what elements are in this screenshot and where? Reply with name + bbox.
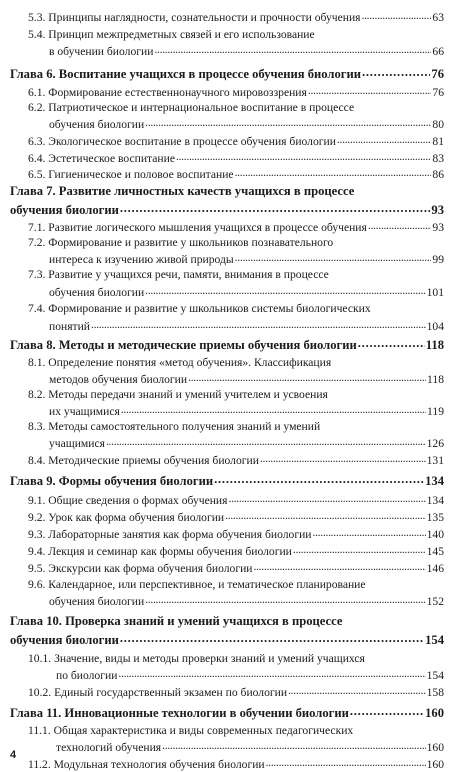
toc-page-number: 80 bbox=[432, 117, 444, 131]
toc-entry-title bbox=[28, 595, 144, 608]
toc-page-number: 160 bbox=[426, 740, 444, 754]
toc-entry-text: Методы передачи знаний и умений учителем и усвоения bbox=[48, 388, 328, 401]
toc-leader-dots bbox=[362, 65, 430, 78]
toc-section-line bbox=[28, 756, 444, 771]
toc-section-line bbox=[28, 9, 444, 24]
toc-entry-title bbox=[28, 168, 234, 181]
toc-page-number: 145 bbox=[426, 544, 444, 558]
toc-section-line bbox=[28, 667, 444, 682]
toc-entry-text: Формирование и развитие у школьников познавательного bbox=[48, 236, 334, 249]
toc-leader-dots bbox=[145, 284, 425, 296]
toc-section-line bbox=[28, 219, 444, 234]
toc-entry-text: Экскурсии как форма обучения биологии bbox=[48, 561, 253, 575]
toc-entry-text: технологий обучения bbox=[56, 740, 162, 754]
toc-chapter-line bbox=[10, 631, 444, 648]
toc-leader-dots bbox=[118, 667, 425, 679]
toc-section-line bbox=[28, 43, 444, 58]
toc-entry-text: учащимися bbox=[49, 436, 105, 450]
toc-section-line bbox=[28, 543, 444, 558]
toc-entry-number: 6.4. bbox=[28, 151, 46, 165]
toc-entry-text: Определение понятия «метод обучения». Классификация bbox=[48, 356, 332, 369]
toc-entry-text: Методические приемы обучения биологии bbox=[48, 453, 259, 467]
toc-entry-title bbox=[28, 356, 331, 369]
toc-chapter-line bbox=[10, 614, 342, 629]
toc-entry-title bbox=[28, 437, 105, 450]
toc-entry-title bbox=[28, 758, 265, 771]
toc-entry-text: их учащимися bbox=[49, 404, 120, 418]
toc-leader-dots bbox=[312, 526, 425, 538]
toc-entry-text: Глава 6. Воспитание учащихся в процессе обучения биологии bbox=[10, 66, 361, 81]
toc-entry-number: 5.3. bbox=[28, 10, 46, 24]
toc-entry-text: Формирование естественнонаучного мировоззрения bbox=[48, 85, 307, 99]
toc-entry-title bbox=[28, 373, 187, 386]
toc-page-number: 81 bbox=[432, 134, 444, 148]
toc-entry-text: Лабораторные занятия как форма обучения биологии bbox=[48, 527, 312, 541]
toc-entry-title bbox=[28, 528, 311, 541]
toc-section-line bbox=[28, 724, 353, 737]
toc-page-number: 93 bbox=[432, 220, 444, 234]
toc-entry-number: 7.1. bbox=[28, 220, 46, 234]
toc-entry-number: 9.5. bbox=[28, 561, 46, 575]
toc-entry-text: Глава 9. Формы обучения биологии bbox=[10, 473, 214, 488]
toc-entry-title bbox=[28, 724, 353, 737]
toc-entry-text: Патриотическое и интернациональное воспитание в процессе bbox=[48, 101, 355, 114]
toc-page-number: 101 bbox=[426, 285, 444, 299]
toc-page-number: 134 bbox=[426, 493, 444, 507]
toc-page-number: 118 bbox=[427, 372, 444, 386]
toc-section-line bbox=[28, 101, 354, 114]
toc-page-number: 140 bbox=[426, 527, 444, 541]
toc-entry-title bbox=[28, 420, 320, 433]
toc-section-line bbox=[28, 388, 328, 401]
toc-entry-title bbox=[28, 221, 367, 234]
toc-entry-text: Глава 10. Проверка знаний и умений учащихся в процессе bbox=[10, 614, 343, 628]
toc-entry-text: Модульная технология обучения биологии bbox=[53, 757, 265, 771]
toc-entry-number: 6.1. bbox=[28, 85, 46, 99]
toc-section-line bbox=[28, 166, 444, 181]
toc-entry-title bbox=[10, 67, 361, 82]
toc-entry-number: 8.3. bbox=[28, 420, 46, 433]
toc-section-line bbox=[28, 150, 444, 165]
toc-leader-dots bbox=[358, 336, 425, 349]
toc-entry-title bbox=[10, 203, 119, 218]
toc-section-line bbox=[28, 133, 444, 148]
toc-leader-dots bbox=[337, 133, 431, 145]
toc-entry-title bbox=[28, 45, 153, 58]
toc-leader-dots bbox=[162, 739, 425, 751]
toc-entry-text: обучения биологии bbox=[49, 117, 145, 131]
toc-leader-dots bbox=[288, 684, 426, 696]
toc-entry-text: Методы самостоятельного получения знаний и умений bbox=[48, 420, 321, 433]
toc-entry-number: 6.3. bbox=[28, 134, 46, 148]
toc-entry-title bbox=[10, 633, 119, 648]
toc-page-number: 158 bbox=[426, 685, 444, 699]
toc-leader-dots bbox=[91, 318, 426, 330]
toc-entry-number: 7.3. bbox=[28, 268, 46, 281]
toc-entry-text: Принцип межпредметных связей и его использование bbox=[48, 28, 315, 41]
toc-page-number: 76 bbox=[432, 85, 444, 99]
toc-leader-dots bbox=[214, 472, 424, 485]
toc-entry-text: обучения биологии bbox=[49, 594, 145, 608]
toc-entry-title bbox=[28, 388, 328, 401]
toc-entry-number: 11.1. bbox=[28, 724, 51, 737]
toc-section-line bbox=[28, 268, 329, 281]
toc-entry-title bbox=[28, 236, 333, 249]
page-number: 4 bbox=[10, 749, 17, 761]
toc-entry-title bbox=[10, 614, 342, 629]
toc-page-number: 83 bbox=[432, 151, 444, 165]
toc-entry-number: 8.1. bbox=[28, 356, 46, 369]
toc-leader-dots bbox=[308, 84, 432, 96]
toc-entry-title bbox=[28, 118, 144, 131]
toc-entry-number: 8.2. bbox=[28, 388, 46, 401]
toc-section-line bbox=[28, 578, 366, 591]
toc-leader-dots bbox=[154, 43, 431, 55]
toc-entry-title bbox=[28, 741, 161, 754]
toc-entry-number: 9.2. bbox=[28, 510, 46, 524]
toc-entry-title bbox=[10, 338, 357, 353]
toc-entry-title bbox=[28, 494, 227, 507]
toc-leader-dots bbox=[120, 201, 431, 214]
toc-entry-number: 9.3. bbox=[28, 527, 46, 541]
toc-entry-text: Глава 7. Развитие личностных качеств учащихся в процессе bbox=[10, 184, 355, 198]
toc-entry-text: интереса к изучению живой природы bbox=[49, 252, 234, 266]
toc-leader-dots bbox=[361, 9, 431, 21]
toc-section-line bbox=[28, 318, 444, 333]
toc-section-line bbox=[28, 284, 444, 299]
toc-section-line bbox=[28, 526, 444, 541]
toc-section-line bbox=[28, 236, 333, 249]
toc-page-number: 134 bbox=[425, 473, 444, 488]
toc-leader-dots bbox=[253, 560, 425, 572]
toc-page-number: 154 bbox=[425, 632, 444, 647]
toc-entry-title bbox=[28, 286, 144, 299]
toc-chapter-line bbox=[10, 336, 444, 353]
toc-chapter-line bbox=[10, 184, 354, 199]
toc-leader-dots bbox=[260, 452, 426, 464]
toc-page-number: 118 bbox=[425, 337, 444, 352]
toc-page-number: 99 bbox=[432, 252, 444, 266]
toc-section-line bbox=[28, 492, 444, 507]
toc-entry-text: Принципы наглядности, сознательности и прочности обучения bbox=[48, 10, 361, 24]
toc-entry-title bbox=[28, 669, 117, 682]
toc-leader-dots bbox=[225, 509, 425, 521]
toc-entry-text: Календарное, или перспективное, и тематическое планирование bbox=[48, 578, 366, 591]
toc-leader-dots bbox=[145, 116, 431, 128]
toc-page-number: 86 bbox=[432, 167, 444, 181]
toc-leader-dots bbox=[368, 219, 432, 231]
toc-page-number: 66 bbox=[432, 44, 444, 58]
toc-entry-text: Общие сведения о формах обучения bbox=[48, 493, 228, 507]
toc-section-line bbox=[28, 28, 315, 41]
toc-entry-number: 11.2. bbox=[28, 757, 51, 771]
toc-section-line bbox=[28, 84, 444, 99]
toc-leader-dots bbox=[350, 704, 424, 717]
toc-page-number: 131 bbox=[426, 453, 444, 467]
toc-entry-title bbox=[28, 268, 329, 281]
toc-entry-title bbox=[28, 454, 259, 467]
toc-page-number: 160 bbox=[426, 757, 444, 771]
toc-page-number: 152 bbox=[426, 594, 444, 608]
toc-entry-title bbox=[28, 320, 90, 333]
toc-page-number: 135 bbox=[426, 510, 444, 524]
toc-chapter-line bbox=[10, 472, 444, 489]
toc-leader-dots bbox=[121, 403, 426, 415]
toc-leader-dots bbox=[176, 150, 431, 162]
toc-section-line bbox=[28, 302, 371, 315]
toc-entry-text: Развитие у учащихся речи, памяти, внимания в процессе bbox=[48, 268, 329, 281]
toc-entry-text: Развитие логического мышления учащихся в процессе обучения bbox=[48, 220, 367, 234]
toc-page-number: 63 bbox=[432, 10, 444, 24]
toc-entry-title bbox=[28, 11, 360, 24]
toc-entry-text: обучения биологии bbox=[10, 202, 119, 217]
toc-entry-title bbox=[28, 86, 307, 99]
toc-entry-title bbox=[10, 184, 354, 199]
toc-leader-dots bbox=[266, 756, 426, 768]
toc-section-line bbox=[28, 452, 444, 467]
toc-entry-text: Глава 8. Методы и методические приемы обучения биологии bbox=[10, 337, 357, 352]
toc-entry-text: Лекция и семинар как формы обучения биологии bbox=[48, 544, 292, 558]
toc-leader-dots bbox=[145, 593, 425, 605]
toc-entry-title bbox=[28, 28, 315, 41]
toc-entry-number: 6.5. bbox=[28, 167, 46, 181]
toc-entry-title bbox=[28, 652, 365, 665]
toc-entry-number: 5.4. bbox=[28, 28, 46, 41]
toc-entry-title bbox=[28, 302, 371, 315]
toc-chapter-line bbox=[10, 704, 444, 721]
toc-page-number: 154 bbox=[426, 668, 444, 682]
toc-entry-title bbox=[28, 405, 120, 418]
toc-entry-number: 7.4. bbox=[28, 302, 46, 315]
toc-entry-text: в обучении биологии bbox=[49, 44, 154, 58]
toc-leader-dots bbox=[188, 371, 426, 383]
toc-entry-title bbox=[28, 562, 252, 575]
toc-entry-text: Эстетическое воспитание bbox=[48, 151, 175, 165]
toc-entry-title bbox=[28, 253, 234, 266]
toc-section-line bbox=[28, 684, 444, 699]
toc-entry-text: обучения биологии bbox=[10, 632, 119, 647]
toc-section-line bbox=[28, 560, 444, 575]
toc-page-number: 126 bbox=[426, 436, 444, 450]
toc-entry-text: Экологическое воспитание в процессе обучения биологии bbox=[48, 134, 336, 148]
toc-entry-title bbox=[28, 686, 287, 699]
toc-entry-title bbox=[28, 578, 366, 591]
toc-entry-title bbox=[28, 511, 224, 524]
toc-section-line bbox=[28, 371, 444, 386]
toc-entry-number: 8.4. bbox=[28, 453, 46, 467]
toc-section-line bbox=[28, 435, 444, 450]
toc-section-line bbox=[28, 116, 444, 131]
toc-page-number: 104 bbox=[426, 319, 444, 333]
toc-entry-title bbox=[10, 474, 213, 489]
toc-section-line bbox=[28, 509, 444, 524]
toc-leader-dots bbox=[293, 543, 426, 555]
toc-entry-text: Общая характеристика и виды современных педагогических bbox=[53, 724, 354, 737]
toc-page-number: 146 bbox=[426, 561, 444, 575]
toc-leader-dots bbox=[228, 492, 425, 504]
toc-entry-title bbox=[28, 101, 354, 114]
toc-entry-number: 9.6. bbox=[28, 578, 46, 591]
toc-section-line bbox=[28, 593, 444, 608]
toc-entry-number: 7.2. bbox=[28, 236, 46, 249]
toc-entry-text: Урок как форма обучения биологии bbox=[48, 510, 225, 524]
toc-entry-text: Значение, виды и методы проверки знаний и умений учащихся bbox=[54, 652, 365, 665]
toc-entry-number: 10.2. bbox=[28, 685, 52, 699]
toc-page-number: 119 bbox=[427, 404, 444, 418]
toc-entry-text: Гигиеническое и половое воспитание bbox=[48, 167, 234, 181]
toc-leader-dots bbox=[235, 166, 432, 178]
toc-entry-text: по биологии bbox=[56, 668, 118, 682]
toc-entry-number: 10.1. bbox=[28, 652, 52, 665]
toc-section-line bbox=[28, 420, 320, 433]
toc-section-line bbox=[28, 356, 331, 369]
toc-page-number: 93 bbox=[431, 202, 444, 217]
toc-entry-title bbox=[28, 545, 292, 558]
toc-section-line bbox=[28, 403, 444, 418]
toc-section-line bbox=[28, 251, 444, 266]
toc-page-number: 76 bbox=[431, 66, 444, 81]
toc-leader-dots bbox=[106, 435, 426, 447]
toc-entry-text: методов обучения биологии bbox=[49, 372, 188, 386]
toc-chapter-line bbox=[10, 65, 444, 82]
toc-section-line bbox=[28, 652, 365, 665]
toc-entry-title bbox=[28, 152, 175, 165]
toc-entry-text: обучения биологии bbox=[49, 285, 145, 299]
toc-entry-text: понятий bbox=[49, 319, 91, 333]
toc-section-line bbox=[28, 739, 444, 754]
toc-entry-number: 9.4. bbox=[28, 544, 46, 558]
toc-entry-title bbox=[10, 706, 349, 721]
toc-leader-dots bbox=[235, 251, 432, 263]
toc-entry-text: Формирование и развитие у школьников системы биологических bbox=[48, 302, 371, 315]
toc-page-number: 160 bbox=[425, 705, 444, 720]
toc-chapter-line bbox=[10, 201, 444, 218]
toc-entry-number: 9.1. bbox=[28, 493, 46, 507]
toc-entry-title bbox=[28, 135, 336, 148]
toc-leader-dots bbox=[120, 631, 424, 644]
toc-entry-text: Глава 11. Инновационные технологии в обучении биологии bbox=[10, 705, 349, 720]
toc-entry-number: 6.2. bbox=[28, 101, 46, 114]
toc-entry-text: Единый государственный экзамен по биологии bbox=[54, 685, 288, 699]
